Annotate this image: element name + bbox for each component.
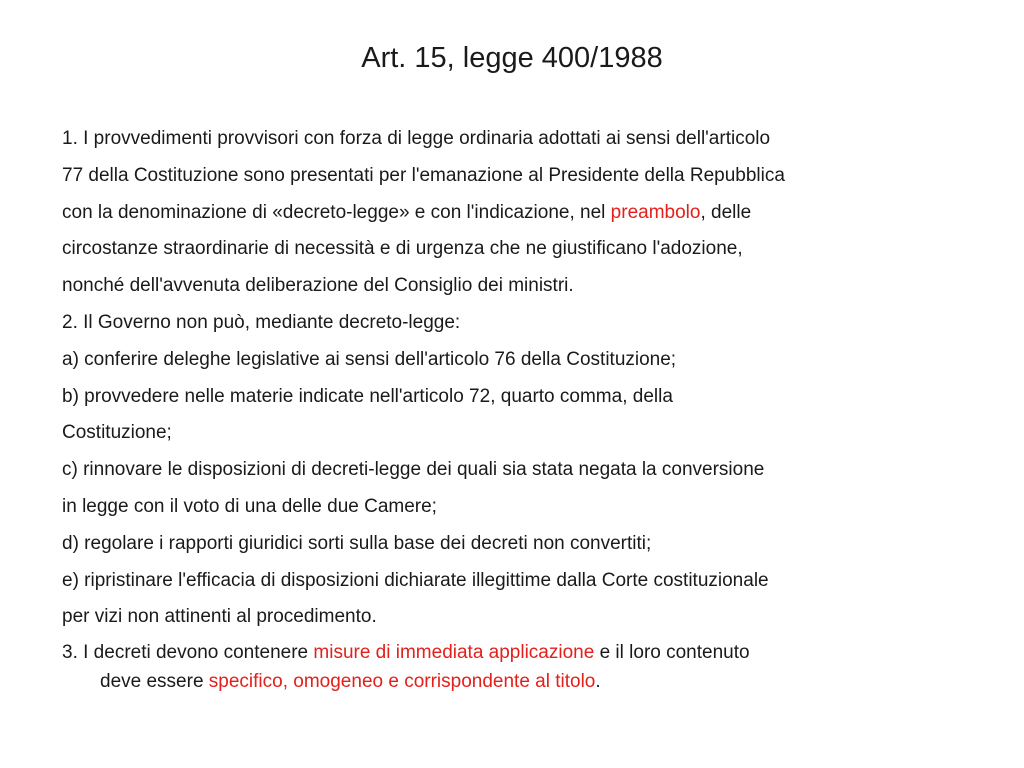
text-line: 1. I provvedimenti provvisori con forza di legge ordinaria adottati ai sensi dell'articolo	[62, 128, 771, 149]
text-segment: 3. I decreti devono contenere	[62, 642, 314, 664]
text-segment: con la denominazione di «decreto-legge» e con l'indicazione, nel	[62, 201, 611, 223]
point-3-block	[62, 638, 962, 696]
text-line	[62, 667, 962, 696]
highlight-preambolo: preambolo	[610, 201, 701, 223]
text-segment: e il loro contenuto	[594, 642, 750, 664]
text-line: nonché dell'avvenuta deliberazione del Consiglio dei ministri.	[62, 275, 574, 297]
text-line: circostanze straordinarie di necessità e di urgenza che ne giustificano l'adozione,	[62, 238, 743, 260]
text-line	[62, 638, 962, 667]
text-line: Costituzione;	[62, 422, 172, 444]
slide-title: Art. 15, legge 400/1988	[361, 42, 663, 74]
text-line: 2. Il Governo non può, mediante decreto-legge:	[62, 311, 461, 333]
text-line: b) provvedere nelle materie indicate nell'articolo 72, quarto comma, della	[62, 385, 673, 407]
text-line: d) regolare i rapporti giuridici sorti sulla base dei decreti non convertiti;	[62, 532, 652, 554]
text-line: c) rinnovare le disposizioni di decreti-legge dei quali sia stata negata la conversione	[62, 459, 765, 481]
text-line: in legge con il voto di una delle due Camere;	[62, 495, 437, 517]
text-line: a) conferire deleghe legislative ai sensi dell'articolo 76 della Costituzione;	[62, 348, 677, 370]
slide-body	[62, 121, 962, 696]
text-segment: deve essere	[100, 671, 209, 693]
text-line: 77 della Costituzione sono presentati per l'emanazione al Presidente della Repubblica	[62, 164, 785, 186]
highlight-specifico: specifico, omogeneo e corrispondente al titolo	[208, 671, 596, 693]
highlight-misure: misure di immediata applicazione	[313, 642, 595, 664]
text-line: per vizi non attinenti al procedimento.	[62, 606, 377, 628]
text-line: e) ripristinare l'efficacia di disposizioni dichiarate illegittime dalla Corte costituzionale	[62, 569, 769, 591]
text-line	[62, 195, 962, 232]
text-segment: .	[595, 671, 601, 693]
text-segment: , delle	[700, 201, 752, 223]
